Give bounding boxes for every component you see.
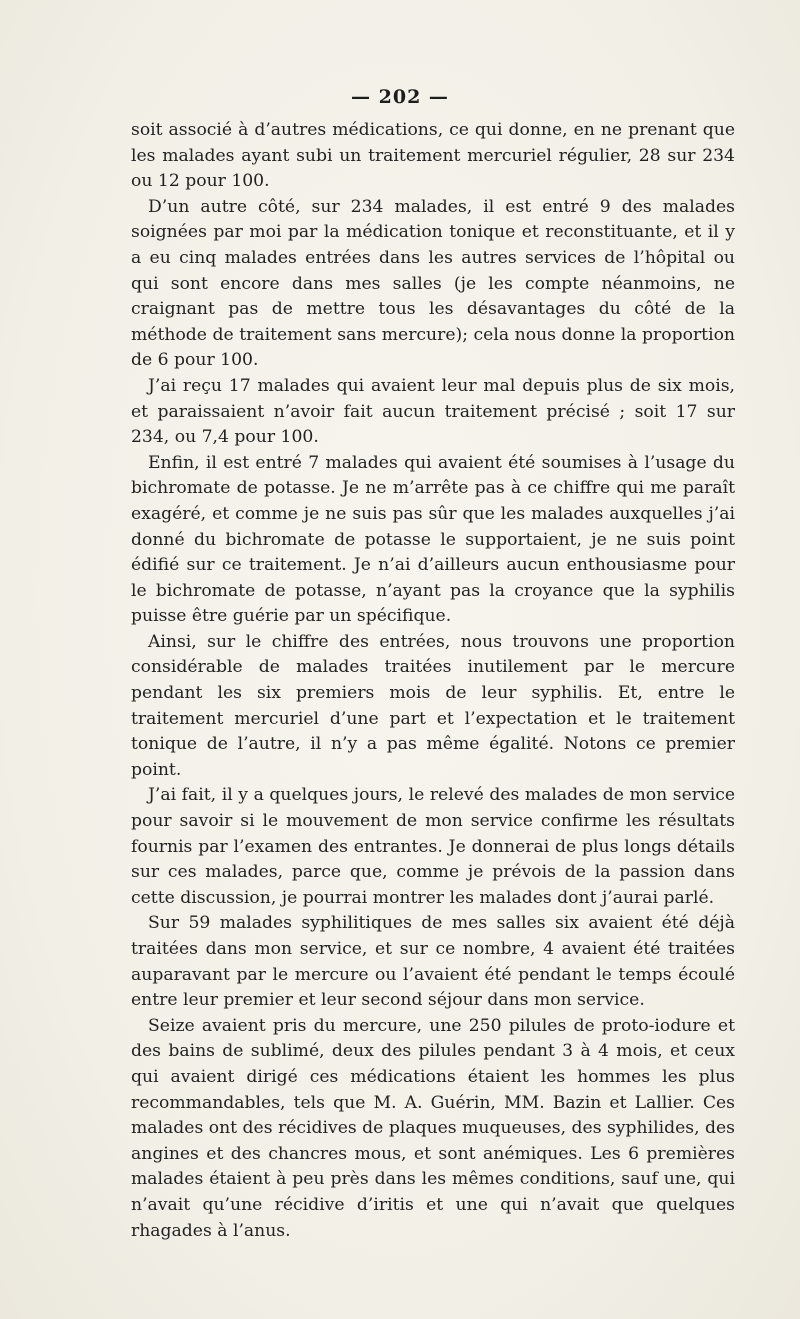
paragraph: J’ai fait, il y a quelques jours, le relevé des malades de mon service pour savoir si le mouvement de mon service confirme les résultats fournis par l’examen des entrantes. Je donnerai de plus longs détails sur ces malades, parce que, comme je prévois de la passion dans cette discussion, je pourrai montrer les malades dont j’aurai parlé. xyxy=(131,785,735,908)
paragraph: soit associé à d’autres médications, ce qui donne, en ne prenant que les malades ayant subi un traitement mercuriel régulier, 28 sur 234 ou 12 pour 100. xyxy=(131,120,735,192)
paragraph: Sur 59 malades syphilitiques de mes salles six avaient été déjà traitées dans mon service, et sur ce nombre, 4 avaient été traitées auparavant par le mercure ou l’avaient été pendant le temps écoulé entre leur premier et leur second séjour dans mon service. xyxy=(131,913,735,1011)
page-number: — 202 — xyxy=(351,86,449,108)
paragraph: Enfin, il est entré 7 malades qui avaient été soumises à l’usage du bichromate de potasse. Je ne m’arrête pas à ce chiffre qui me paraît exagéré, et comme je ne suis pas sûr que les malades auxquelles j’ai donné du bichromate de potasse le supportaient, je ne suis point édifié sur ce traitement. Je n’ai d’ailleurs aucun enthousiasme pour le bichromate de potasse, n’ayant pas la croyance que la syphilis puisse être guérie par un spécifique. xyxy=(131,452,735,627)
paragraph: J’ai reçu 17 malades qui avaient leur mal depuis plus de six mois, et paraissaient n’avoir fait aucun traitement précisé ; soit 17 sur 234, ou 7,4 pour 100. xyxy=(131,375,735,448)
body-text xyxy=(131,118,735,1244)
paragraph: Seize avaient pris du mercure, une 250 pilules de proto-iodure et des bains de sublimé, deux des pilules pendant 3 à 4 mois, et ceux qui avaient dirigé ces médications étaient les hommes les plus recommandables, tels que M. A. Guérin, MM. Bazin et Lallier. Ces malades ont des récidives de plaques muqueuses, des syphilides, des angines et des chancres mous, et sont anémiques. Les 6 premières malades étaient à peu près dans les mêmes conditions, sauf une, qui n’avait qu’une récidive d’iritis et une qui n’avait que quelques rhagades à l’anus. xyxy=(131,1015,735,1241)
paragraph: Ainsi, sur le chiffre des entrées, nous trouvons une proportion considérable de malades traitées inutilement par le mercure pendant les six premiers mois de leur syphilis. Et, entre le traitement mercuriel d’une part et l’expectation et le traitement tonique de l’autre, il n’y a pas même égalité. Notons ce premier point. xyxy=(131,631,735,780)
paragraph: D’un autre côté, sur 234 malades, il est entré 9 des malades soignées par moi par la médication tonique et reconstituante, et il y a eu cinq malades entrées dans les autres services de l’hôpital ou qui sont encore dans mes salles (je les compte néanmoins, ne craignant pas de mettre tous les désavantages du côté de la méthode de traitement sans mercure); cela nous donne la proportion de 6 pour 100. xyxy=(131,196,735,371)
